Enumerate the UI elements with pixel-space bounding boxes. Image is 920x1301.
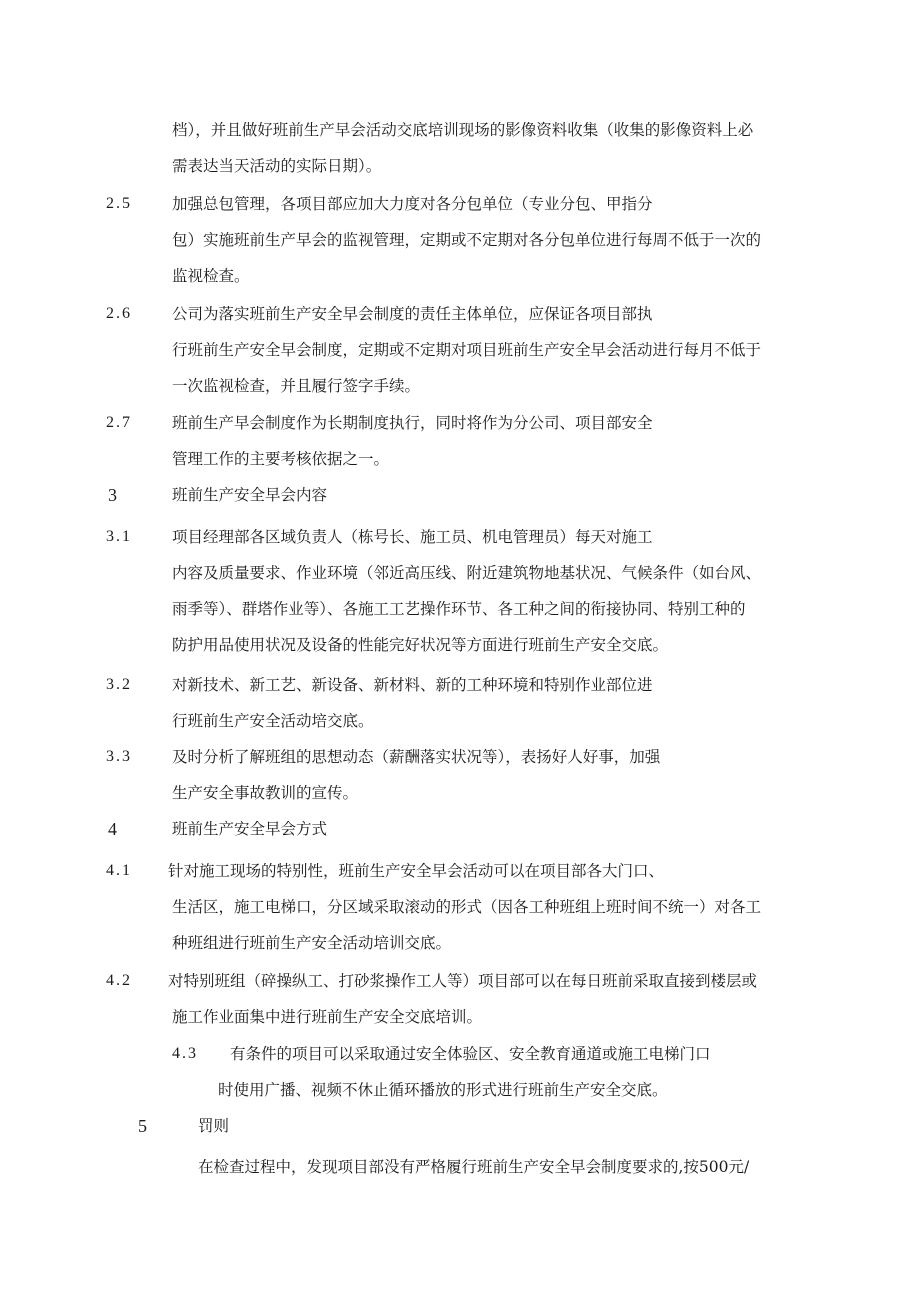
paragraph-line: 内容及质量要求、作业环境（邻近高压线、附近建筑物地基状况、气候条件（如台风、 [172, 564, 762, 582]
paragraph-line: 行班前生产安全早会制度，定期或不定期对项目班前生产安全早会活动进行每月不低于 [172, 341, 762, 359]
paragraph-line: 有条件的项目可以采取通过安全体验区、安全教育通道或施工电梯门口 [230, 1045, 711, 1063]
section-number: 5 [138, 1116, 147, 1136]
paragraph-line: 档），并且做好班前生产早会活动交底培训现场的影像资料收集（收集的影像资料上必 [172, 121, 754, 139]
paragraph-line: 生产安全事故教训的宣传。 [172, 784, 359, 802]
clause-number: 3.1 [106, 528, 132, 545]
clause-number: 2.6 [106, 305, 132, 322]
section-number: 3 [108, 485, 117, 505]
paragraph-line: 对新技术、新工艺、新设备、新材料、新的工种环境和特别作业部位进 [172, 676, 653, 694]
paragraph-line: 对特别班组（碎操纵工、打砂浆操作工人等）项目部可以在每日班前采取直接到楼层或 [168, 972, 758, 990]
clause-number: 4.3 [172, 1045, 198, 1062]
paragraph-line: 种班组进行班前生产安全活动培训交底。 [172, 934, 452, 952]
clause-number: 2.7 [106, 414, 132, 431]
paragraph-line: 班前生产早会制度作为长期制度执行，同时将作为分公司、项目部安全 [172, 414, 653, 432]
paragraph-line: 需表达当天活动的实际日期）。 [172, 157, 382, 175]
section-heading: 班前生产安全早会方式 [172, 820, 328, 838]
paragraph-line: 项目经理部各区域负责人（栋号长、施工员、机电管理员）每天对施工 [172, 528, 653, 546]
clause-number: 3.3 [106, 748, 132, 765]
clause-number: 4.2 [106, 972, 132, 989]
paragraph-line: 一次监视检查，并且履行签字手续。 [172, 377, 421, 395]
section-heading: 罚则 [198, 1117, 230, 1135]
paragraph-line: 包）实施班前生产早会的监视管理，定期或不定期对各分包单位进行每周不低于一次的 [172, 231, 762, 249]
section-number: 4 [108, 819, 117, 839]
paragraph-line: 在检查过程中，发现项目部没有严格履行班前生产安全早会制度要求的,按500元/ [198, 1158, 750, 1176]
paragraph-line: 行班前生产安全活动培交底。 [172, 712, 374, 730]
clause-number: 2.5 [106, 195, 132, 212]
paragraph-line: 加强总包管理，各项目部应加大力度对各分包单位（专业分包、甲指分 [172, 195, 653, 213]
paragraph-line: 针对施工现场的特别性，班前生产安全早会活动可以在项目部各大门口、 [168, 862, 665, 880]
section-heading: 班前生产安全早会内容 [172, 486, 328, 504]
paragraph-line: 施工作业面集中进行班前生产安全交底培训。 [172, 1008, 483, 1026]
paragraph-line: 雨季等）、群塔作业等）、各施工工艺操作环节、各工种之间的衔接协同、特别工种的 [172, 600, 746, 618]
paragraph-line: 生活区，施工电梯口，分区域采取滚动的形式（因各工种班组上班时间不统一）对各工 [172, 898, 762, 916]
paragraph-line: 公司为落实班前生产安全早会制度的责任主体单位，应保证各项目部执 [172, 305, 653, 323]
paragraph-line: 监视检查。 [172, 267, 250, 285]
paragraph-line: 时使用广播、视频不休止循环播放的形式进行班前生产安全交底。 [218, 1081, 668, 1099]
paragraph-line: 防护用品使用状况及设备的性能完好状况等方面进行班前生产安全交底。 [172, 636, 669, 654]
clause-number: 4.1 [106, 862, 132, 879]
clause-number: 3.2 [106, 676, 132, 693]
paragraph-line: 管理工作的主要考核依据之一。 [172, 450, 390, 468]
paragraph-line: 及时分析了解班组的思想动态（薪酬落实状况等），表扬好人好事，加强 [172, 748, 661, 766]
